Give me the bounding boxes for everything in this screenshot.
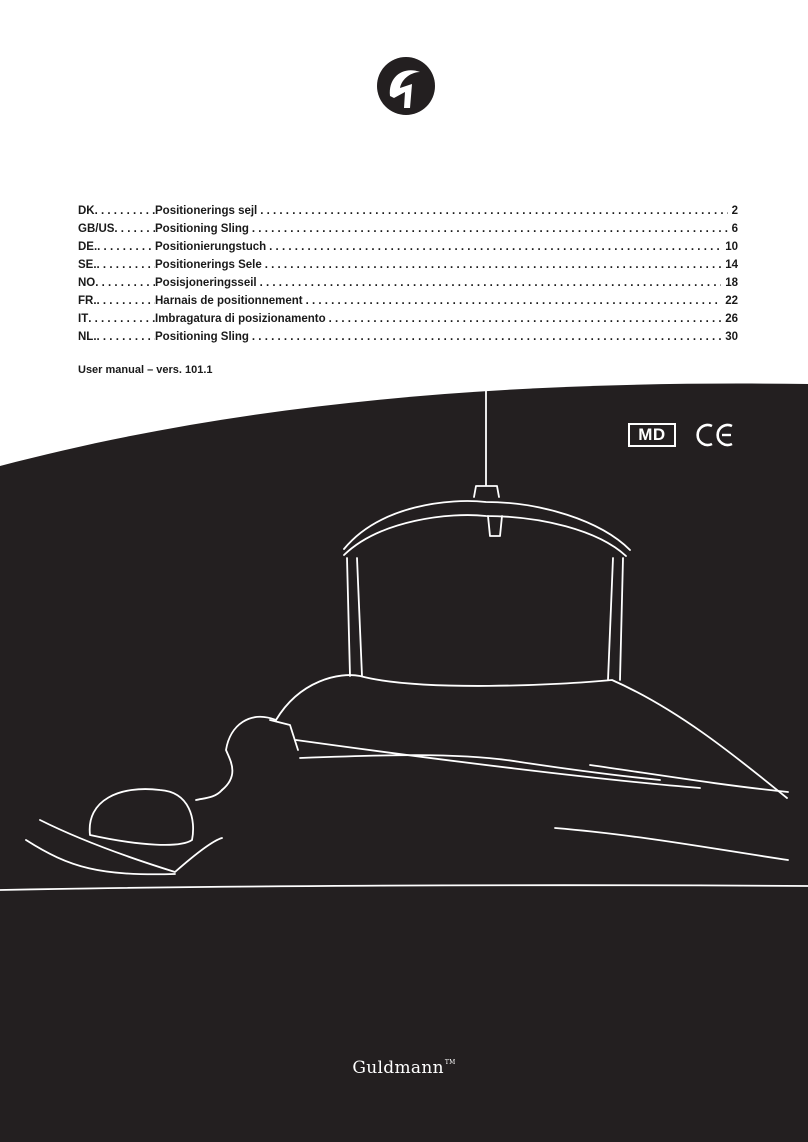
toc-language-code: DK	[78, 205, 95, 217]
toc-language-code: NL.	[78, 331, 97, 343]
toc-title: Posisjoneringsseil	[155, 277, 257, 289]
toc-title: Positionierungstuch	[155, 241, 267, 253]
toc-title: Positionerings Sele	[155, 259, 262, 271]
toc-title: Positioning Sling	[155, 331, 249, 343]
trademark-symbol: TM	[444, 1059, 456, 1066]
toc-entry	[78, 220, 738, 238]
guldmann-logo-icon	[376, 56, 436, 116]
toc-language-code: NO	[78, 277, 96, 289]
table-of-contents	[78, 202, 738, 346]
toc-language-code: FR.	[78, 295, 97, 307]
toc-language-code: SE.	[78, 259, 97, 271]
toc-entry	[78, 310, 738, 328]
toc-title: Positionerings sejl	[155, 205, 258, 217]
toc-page-number: 6	[731, 223, 738, 235]
toc-page-number: 14	[725, 259, 738, 271]
toc-entry	[78, 292, 738, 310]
toc-entry	[78, 274, 738, 292]
brand-name: Guldmann	[352, 1058, 444, 1078]
cover-illustration	[0, 380, 808, 1142]
toc-entry	[78, 256, 738, 274]
toc-entry	[78, 238, 738, 256]
toc-page-number: 18	[725, 277, 738, 289]
toc-language-code: IT	[78, 313, 89, 325]
toc-language-code: DE.	[78, 241, 98, 253]
toc-page-number: 22	[725, 295, 738, 307]
ce-mark-icon	[694, 422, 736, 448]
brand-wordmark	[0, 1058, 808, 1078]
toc-entry	[78, 328, 738, 346]
medical-device-mark: MD	[628, 423, 676, 447]
toc-language-code: GB/US	[78, 223, 115, 235]
toc-page-number: 10	[725, 241, 738, 253]
toc-title: Harnais de positionnement	[155, 295, 303, 307]
toc-entry	[78, 202, 738, 220]
version-label: User manual – vers. 101.1	[78, 364, 213, 376]
toc-page-number: 30	[725, 331, 738, 343]
toc-title: Imbragatura di posizionamento	[155, 313, 326, 325]
dark-cover-shape	[0, 384, 808, 1142]
toc-title: Positioning Sling	[155, 223, 249, 235]
toc-page-number: 26	[725, 313, 738, 325]
toc-page-number: 2	[731, 205, 738, 217]
